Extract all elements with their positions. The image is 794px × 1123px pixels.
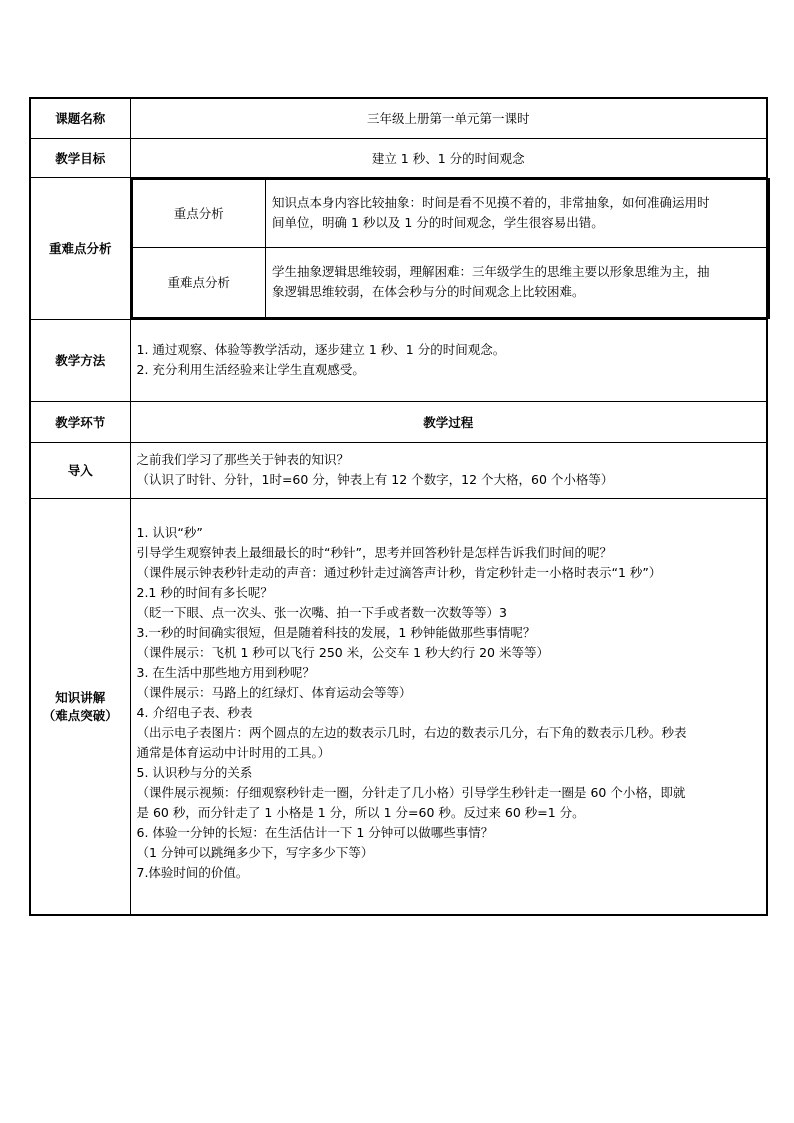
knowledge-line: 1. 认识“秒” xyxy=(136,524,203,540)
knowledge-line: 是 60 秒，而分针走了 1 小格是 1 分，所以 1 分=60 秒。反过来 60 秒=1 分。 xyxy=(136,804,585,820)
knowledge-line: 3.一秒的时间确实很短，但是随着科技的发展，1 秒钟能做那些事情呢？ xyxy=(136,624,536,640)
difficulty-row xyxy=(30,177,767,319)
method-line: 2. 充分利用生活经验来让学生直观感受。 xyxy=(136,362,365,377)
knowledge-line: 4. 介绍电子表、秒表 xyxy=(136,704,253,720)
knowledge-line: 7.体验时间的价值。 xyxy=(136,864,249,880)
method-row xyxy=(30,319,767,401)
knowledge-line: （1 分钟可以跳绳多少下，写字多少下等） xyxy=(136,844,374,860)
key-point-text xyxy=(266,179,769,248)
intro-text xyxy=(130,442,767,498)
title-label: 课题名称 xyxy=(30,98,130,138)
intro-row xyxy=(30,442,767,498)
method-line: 1. 通过观察、体验等教学活动，逐步建立 1 秒、1 分的时间观念。 xyxy=(136,342,506,357)
method-label: 教学方法 xyxy=(30,319,130,401)
knowledge-line: 3. 在生活中那些地方用到秒呢？ xyxy=(136,664,315,680)
knowledge-line: 引导学生观察钟表上最细最长的时“秒针”，思考并回答秒针是怎样告诉我们时间的呢？ xyxy=(136,544,612,560)
process-header-row xyxy=(30,401,767,442)
intro-label: 导入 xyxy=(30,442,130,498)
knowledge-label-main: 知识讲解 xyxy=(55,690,106,706)
goal-row xyxy=(30,138,767,177)
hard-point-row xyxy=(132,248,769,318)
difficulty-cell xyxy=(130,177,767,319)
title-value: 三年级上册第一单元第一课时 xyxy=(130,98,767,138)
goal-value: 建立 1 秒、1 分的时间观念 xyxy=(130,138,767,177)
hard-point-text xyxy=(266,248,769,318)
knowledge-text xyxy=(130,498,767,915)
knowledge-line: （眨一下眼、点一次头、张一次嘴、拍一下手或者数一次数等等）3 xyxy=(136,604,507,620)
hard-point-line: 象逻辑思维较弱，在体会秒与分的时间观念上比较困难。 xyxy=(272,284,585,300)
key-point-label: 重点分析 xyxy=(132,179,266,248)
knowledge-line: （课件展示：飞机 1 秒可以飞行 250 米，公交车 1 秒大约行 20 米等等） xyxy=(136,644,549,660)
knowledge-line: 5. 认识秒与分的关系 xyxy=(136,764,253,780)
knowledge-line: （课件展示：马路上的红绿灯、体育运动会等等） xyxy=(136,684,412,700)
key-point-row xyxy=(132,179,769,248)
knowledge-line: 6. 体验一分钟的长短：在生活估计一下 1 分钟可以做哪些事情？ xyxy=(136,824,494,840)
difficulty-label: 重难点分析 xyxy=(30,177,130,319)
knowledge-line: （课件展示钟表秒针走动的声音：通过秒针走过滴答声计秒，肯定秒针走一小格时表示“1 秒”） xyxy=(136,564,662,580)
process-stage-label: 教学环节 xyxy=(30,401,130,442)
intro-line: （认识了时针、分针，1时=60 分，钟表上有 12 个数字，12 个大格，60 个小格等） xyxy=(136,472,614,487)
knowledge-line: 通常是体育运动中计时用的工具。） xyxy=(136,744,331,760)
key-point-line: 间单位，明确 1 秒以及 1 分的时间观念，学生很容易出错。 xyxy=(272,215,604,231)
knowledge-label-sub: （难点突破） xyxy=(42,708,118,724)
lesson-plan-table xyxy=(29,97,768,916)
title-row xyxy=(30,98,767,138)
knowledge-line: （出示电子表图片：两个圆点的左边的数表示几时，右边的数表示几分，右下角的数表示几秒。秒表 xyxy=(136,724,687,740)
hard-point-line: 学生抽象逻辑思维较弱，理解困难：三年级学生的思维主要以形象思维为主，抽 xyxy=(272,264,710,280)
knowledge-label xyxy=(30,498,130,915)
knowledge-line: （课件展示视频：仔细观察秒针走一圈，分针走了几小格）引导学生秒针走一圈是 60 个小格，即就 xyxy=(136,784,686,800)
goal-label: 教学目标 xyxy=(30,138,130,177)
knowledge-line: 2.1 秒的时间有多长呢？ xyxy=(136,584,273,600)
key-point-line: 知识点本身内容比较抽象：时间是看不见摸不着的，非常抽象，如何准确运用时 xyxy=(272,195,710,211)
difficulty-subtable xyxy=(131,178,770,319)
method-text xyxy=(130,319,767,401)
hard-point-label: 重难点分析 xyxy=(132,248,266,318)
process-title: 教学过程 xyxy=(130,401,767,442)
knowledge-row xyxy=(30,498,767,915)
intro-line: 之前我们学习了那些关于钟表的知识？ xyxy=(136,452,350,467)
